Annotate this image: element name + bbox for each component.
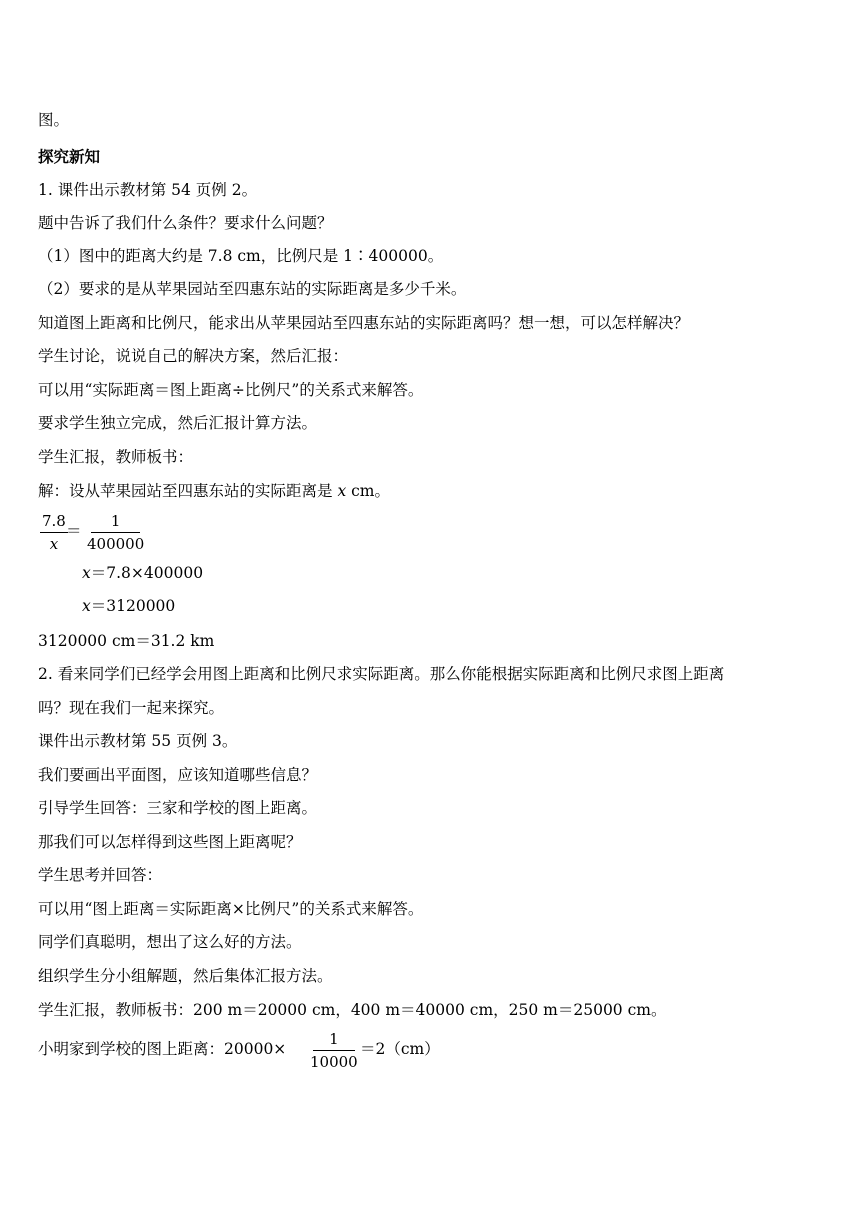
text-line: 那我们可以怎样得到这些图上距离呢？ — [38, 833, 302, 851]
fraction-numerator: 1 — [313, 1030, 355, 1051]
text-line: 小明家到学校的图上距离：20000× — [38, 1040, 287, 1058]
fraction-1-over-400000 — [87, 512, 144, 553]
text-line: 课件出示教材第 55 页例 3。 — [38, 732, 238, 750]
fraction-numerator: 1 — [91, 512, 141, 533]
fraction-denominator: x — [49, 535, 59, 553]
fraction-7.8-over-x — [40, 512, 68, 553]
text-line: 要求学生独立完成，然后汇报计算方法。 — [38, 414, 318, 432]
fraction-denominator: 400000 — [87, 535, 145, 553]
text-line: （1）图中的距离大约是 7.8 cm，比例尺是 1∶400000。 — [38, 247, 444, 265]
text-line: 同学们真聪明，想出了这么好的方法。 — [38, 933, 302, 951]
variable-x: x — [82, 564, 91, 582]
text-line: ＝2（cm） — [360, 1040, 440, 1058]
text-line: 可以用“实际距离＝图上距离÷比例尺”的关系式来解答。 — [38, 381, 424, 399]
text-line: 学生思考并回答： — [38, 866, 163, 884]
text-line: （2）要求的是从苹果园站至四惠东站的实际距离是多少千米。 — [38, 280, 467, 298]
text-line: 3120000 cm＝31.2 km — [38, 632, 215, 650]
fraction-1-over-10000 — [310, 1030, 358, 1071]
text-line: 吗？现在我们一起来探究。 — [38, 699, 225, 717]
text-line: 题中告诉了我们什么条件？要求什么问题？ — [38, 214, 333, 232]
equation-step — [82, 596, 175, 616]
equation-step — [82, 563, 203, 583]
section-heading: 探究新知 — [38, 147, 101, 166]
text-segment: cm。 — [346, 482, 390, 500]
equation-rest: ＝3120000 — [90, 597, 176, 615]
text-line: 学生汇报，教师板书：200 m＝20000 cm，400 m＝40000 cm，250 m＝25000 cm。 — [38, 1001, 667, 1019]
text-line: 1. 课件出示教材第 54 页例 2。 — [38, 181, 258, 199]
variable-x: x — [82, 597, 91, 615]
text-segment: 解：设从苹果园站至四惠东站的实际距离是 — [38, 482, 338, 500]
fraction-numerator: 7.8 — [40, 512, 68, 533]
text-line: 知道图上距离和比例尺，能求出从苹果园站至四惠东站的实际距离吗？想一想，可以怎样解决？ — [38, 314, 690, 332]
text-line — [38, 481, 390, 501]
equals-sign: ＝ — [66, 522, 82, 540]
variable-x: x — [337, 482, 347, 500]
text-line: 图。 — [38, 111, 70, 129]
equation-rest: ＝7.8×400000 — [90, 564, 204, 582]
fraction-denominator: 10000 — [310, 1053, 358, 1071]
text-line: 引导学生回答：三家和学校的图上距离。 — [38, 799, 318, 817]
text-line: 学生讨论，说说自己的解决方案，然后汇报： — [38, 347, 349, 365]
text-line: 组织学生分小组解题，然后集体汇报方法。 — [38, 967, 333, 985]
text-line: 学生汇报，教师板书： — [38, 448, 194, 466]
text-line: 可以用“图上距离＝实际距离×比例尺”的关系式来解答。 — [38, 900, 424, 918]
text-line: 我们要画出平面图，应该知道哪些信息？ — [38, 766, 318, 784]
text-line: 2. 看来同学们已经学会用图上距离和比例尺求实际距离。那么你能根据实际距离和比例尺求图上距离 — [38, 665, 725, 683]
